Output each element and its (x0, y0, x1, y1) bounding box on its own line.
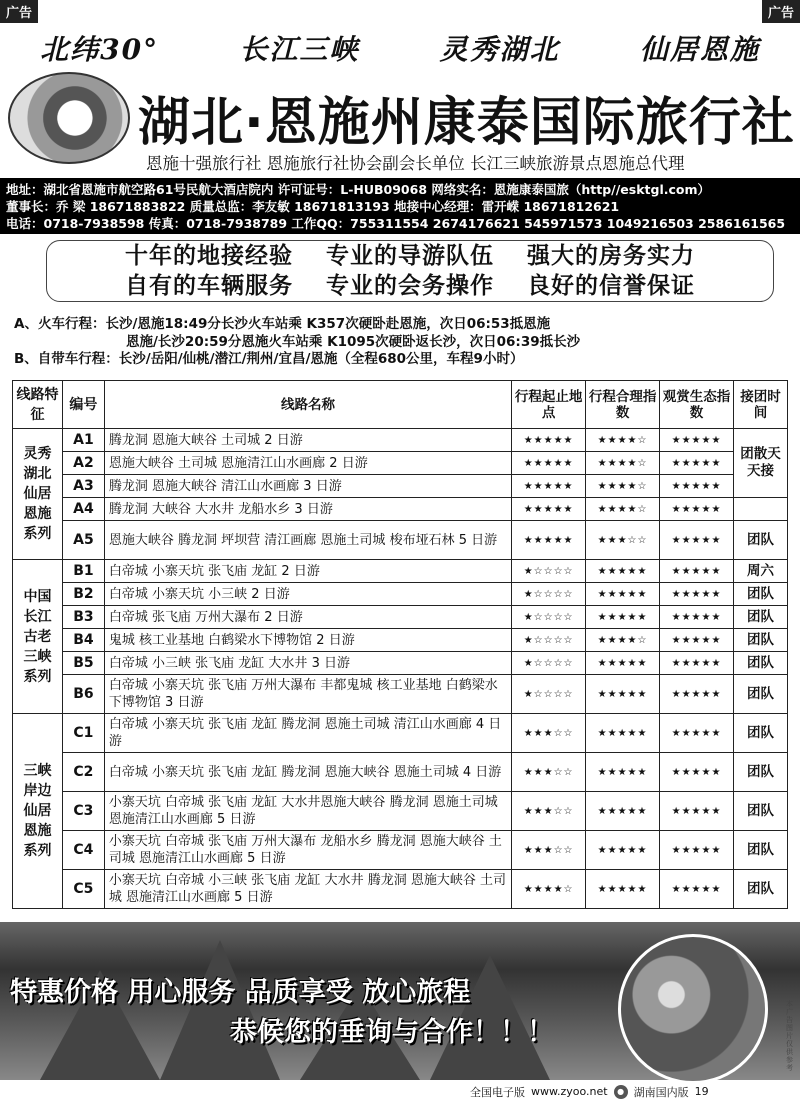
table-row (13, 831, 788, 870)
rating-endpoints: ★★★★★ (512, 429, 586, 452)
feature-item: 专业的导游队伍 (326, 243, 494, 269)
header-r1: 行程起止地点 (512, 381, 586, 429)
route-code: A1 (62, 429, 104, 452)
rating-endpoints: ★★★★★ (512, 521, 586, 560)
rating-scenery: ★★★★★ (660, 753, 734, 792)
rating-scenery: ★★★★★ (660, 583, 734, 606)
rating-scenery: ★★★★★ (660, 714, 734, 753)
rating-itinerary: ★★★★★ (586, 606, 660, 629)
train-route-return: 恩施/长沙20:59分恩施火车站乘 K1095次硬卧返长沙，次日06:39抵长沙 (126, 333, 581, 350)
group-time: 团散天天接 (734, 429, 788, 498)
header-time: 接团时间 (734, 381, 788, 429)
agency-logo (8, 72, 130, 164)
self-drive-route: B、自带车行程：长沙/岳阳/仙桃/潜江/荆州/宜昌/恩施（全程680公里，车程9小时） (14, 351, 524, 367)
series-label: 灵秀湖北仙居恩施系列 (13, 429, 63, 560)
header-r3: 观赏生态指数 (660, 381, 734, 429)
series-label: 三峡岸边仙居恩施系列 (13, 714, 63, 909)
rating-endpoints: ★★★★★ (512, 475, 586, 498)
rating-itinerary: ★★★★☆ (586, 498, 660, 521)
group-time: 团队 (734, 629, 788, 652)
rating-scenery: ★★★★★ (660, 792, 734, 831)
table-row (13, 629, 788, 652)
rating-scenery: ★★★★★ (660, 675, 734, 714)
rating-endpoints: ★★★☆☆ (512, 792, 586, 831)
promo-slogan: 特惠价格 用心服务 品质享受 放心旅程 (10, 977, 471, 1008)
route-name: 小寨天坑 白帝城 小三峡 张飞庙 龙缸 大水井 腾龙洞 恩施大峡谷 土司城 恩施清江山水画廊 5 日游 (104, 870, 511, 909)
group-time: 团队 (734, 831, 788, 870)
table-row (13, 870, 788, 909)
table-row (13, 560, 788, 583)
feature-item: 强大的房务实力 (527, 243, 696, 269)
route-code: B2 (62, 583, 104, 606)
contact-line-address: 地址：湖北省恩施市航空路61号民航大酒店院内 许可证号：L-HUB09068 网络实名：恩施康泰国旅（http//esktgl.com） (6, 182, 711, 197)
route-name: 白帝城 小寨天坑 小三峡 2 日游 (104, 583, 511, 606)
table-header-row (13, 381, 788, 429)
route-code: C5 (62, 870, 104, 909)
table-row (13, 583, 788, 606)
slogan-item: 长江三峡 (239, 33, 360, 66)
group-time: 团队 (734, 792, 788, 831)
route-name: 白帝城 小寨天坑 张飞庙 龙缸 腾龙洞 恩施大峡谷 恩施土司城 4 日游 (104, 753, 511, 792)
route-name: 白帝城 小寨天坑 张飞庙 龙缸 2 日游 (104, 560, 511, 583)
table-row (13, 475, 788, 498)
feature-item: 专业的会务操作 (326, 273, 494, 299)
route-code: B5 (62, 652, 104, 675)
features-box (46, 240, 774, 302)
rating-itinerary: ★★★★☆ (586, 429, 660, 452)
rating-itinerary: ★★★★★ (586, 583, 660, 606)
route-code: C2 (62, 753, 104, 792)
rating-endpoints: ★★★☆☆ (512, 831, 586, 870)
group-time: 团队 (734, 870, 788, 909)
route-code: B4 (62, 629, 104, 652)
route-name: 白帝城 小寨天坑 张飞庙 龙缸 腾龙洞 恩施土司城 清江山水画廊 4 日游 (104, 714, 511, 753)
rating-endpoints: ★☆☆☆☆ (512, 583, 586, 606)
header-name: 线路名称 (104, 381, 511, 429)
table-row (13, 714, 788, 753)
header-code: 编号 (62, 381, 104, 429)
page-footer (470, 1083, 800, 1100)
route-name: 鬼城 核工业基地 白鹤梁水下博物馆 2 日游 (104, 629, 511, 652)
agency-name: 湖北·恩施州康泰国际旅行社 (138, 93, 795, 153)
route-name: 小寨天坑 白帝城 张飞庙 万州大瀑布 龙船水乡 腾龙洞 恩施大峡谷 土司城 恩施清江山水画廊 5 日游 (104, 831, 511, 870)
footer-page-number: 19 (694, 1085, 709, 1098)
publisher-logo-icon: ● (614, 1085, 628, 1099)
rating-itinerary: ★★★★★ (586, 831, 660, 870)
route-code: B3 (62, 606, 104, 629)
group-time: 团队 (734, 521, 788, 560)
ad-label-left: 广告 (0, 0, 38, 23)
features-row (47, 241, 773, 271)
rating-endpoints: ★☆☆☆☆ (512, 629, 586, 652)
group-time (734, 498, 788, 521)
route-code: C1 (62, 714, 104, 753)
rating-itinerary: ★★★★★ (586, 560, 660, 583)
slogan-item: 北纬30° (40, 33, 160, 66)
rating-endpoints: ★★★★★ (512, 498, 586, 521)
agency-subtitle: 恩施十强旅行社 恩施旅行社协会副会长单位 长江三峡旅游景点恩施总代理 (146, 154, 685, 173)
table-row (13, 753, 788, 792)
route-name: 腾龙洞 恩施大峡谷 清江山水画廊 3 日游 (104, 475, 511, 498)
table-row (13, 521, 788, 560)
footer-site[interactable]: www.zyoo.net (531, 1085, 608, 1098)
rating-endpoints: ★☆☆☆☆ (512, 560, 586, 583)
table-row (13, 429, 788, 452)
header-r2: 行程合理指数 (586, 381, 660, 429)
group-time: 团队 (734, 675, 788, 714)
contact-line-phone: 电话：0718-7938598 传真：0718-7938789 工作QQ：755311554 2674176621 545971573 1049216503 2586161565 (6, 216, 786, 231)
route-code: B1 (62, 560, 104, 583)
route-name: 腾龙洞 恩施大峡谷 土司城 2 日游 (104, 429, 511, 452)
table-row (13, 606, 788, 629)
slogan-item: 灵秀湖北 (439, 33, 560, 66)
table-row (13, 452, 788, 475)
table-row (13, 652, 788, 675)
ad-label-right: 广告 (762, 0, 800, 23)
promo-invitation: 恭候您的垂询与合作！！！ (230, 1017, 554, 1048)
route-table (12, 380, 788, 909)
contact-info (0, 178, 800, 234)
feature-item: 良好的信誉保证 (527, 273, 696, 299)
route-name: 白帝城 小寨天坑 张飞庙 万州大瀑布 丰都鬼城 核工业基地 白鹤梁水下博物馆 3 日游 (104, 675, 511, 714)
route-name: 腾龙洞 大峡谷 大水井 龙船水乡 3 日游 (104, 498, 511, 521)
footer-edition-label: 全国电子版 (470, 1085, 525, 1099)
route-code: A5 (62, 521, 104, 560)
rating-scenery: ★★★★★ (660, 521, 734, 560)
contact-line-people: 董事长：乔 梁 18671883822 质量总监：李友敏 18671813193 地接中心经理：雷开嵘 18671812621 (6, 199, 620, 214)
photo-disclaimer: 本广告图片仅供参考 (786, 1000, 793, 1072)
group-time: 周六 (734, 560, 788, 583)
rating-itinerary: ★★★★★ (586, 714, 660, 753)
rating-scenery: ★★★★★ (660, 498, 734, 521)
rating-itinerary: ★★★★★ (586, 792, 660, 831)
rating-itinerary: ★★★★★ (586, 753, 660, 792)
rating-scenery: ★★★★★ (660, 452, 734, 475)
features-row (47, 271, 773, 301)
slogan-item: 仙居恩施 (639, 33, 760, 66)
rating-endpoints: ★☆☆☆☆ (512, 606, 586, 629)
rating-endpoints: ★★★☆☆ (512, 753, 586, 792)
rating-itinerary: ★★★★☆ (586, 452, 660, 475)
rating-endpoints: ★★★★☆ (512, 870, 586, 909)
group-time: 团队 (734, 714, 788, 753)
rating-endpoints: ★☆☆☆☆ (512, 652, 586, 675)
rating-itinerary: ★★★☆☆ (586, 521, 660, 560)
route-code: C3 (62, 792, 104, 831)
rating-scenery: ★★★★★ (660, 429, 734, 452)
rating-scenery: ★★★★★ (660, 606, 734, 629)
group-time: 团队 (734, 652, 788, 675)
group-time: 团队 (734, 606, 788, 629)
rating-endpoints: ★★★★★ (512, 452, 586, 475)
series-label: 中国长江古老三峡系列 (13, 560, 63, 714)
slogan-bar (0, 26, 800, 70)
route-code: B6 (62, 675, 104, 714)
rating-scenery: ★★★★★ (660, 629, 734, 652)
rating-itinerary: ★★★★★ (586, 870, 660, 909)
route-name: 小寨天坑 白帝城 张飞庙 龙缸 大水井恩施大峡谷 腾龙洞 恩施土司城 恩施清江山水画廊 5 日游 (104, 792, 511, 831)
tujia-girls-photo (618, 934, 768, 1084)
rating-itinerary: ★★★★★ (586, 675, 660, 714)
train-route-outbound: A、火车行程：长沙/恩施18:49分长沙火车站乘 K357次硬卧赴恩施，次日06:53抵恩施 (14, 316, 551, 332)
rating-endpoints: ★☆☆☆☆ (512, 675, 586, 714)
route-code: A3 (62, 475, 104, 498)
route-name: 恩施大峡谷 腾龙洞 坪坝营 清江画廊 恩施土司城 梭布垭石林 5 日游 (104, 521, 511, 560)
route-name: 恩施大峡谷 土司城 恩施清江山水画廊 2 日游 (104, 452, 511, 475)
rating-itinerary: ★★★★☆ (586, 629, 660, 652)
rating-scenery: ★★★★★ (660, 475, 734, 498)
rating-itinerary: ★★★★★ (586, 652, 660, 675)
rating-scenery: ★★★★★ (660, 831, 734, 870)
route-name: 白帝城 小三峡 张飞庙 龙缸 大水井 3 日游 (104, 652, 511, 675)
table-row (13, 675, 788, 714)
table-row (13, 792, 788, 831)
group-time: 团队 (734, 753, 788, 792)
rating-scenery: ★★★★★ (660, 652, 734, 675)
feature-item: 十年的地接经验 (124, 243, 293, 269)
route-code: C4 (62, 831, 104, 870)
rating-scenery: ★★★★★ (660, 560, 734, 583)
rating-endpoints: ★★★☆☆ (512, 714, 586, 753)
route-code: A4 (62, 498, 104, 521)
group-time: 团队 (734, 583, 788, 606)
footer-region: 湖南国内版 (633, 1085, 689, 1099)
route-name: 白帝城 张飞庙 万州大瀑布 2 日游 (104, 606, 511, 629)
feature-item: 自有的车辆服务 (124, 273, 293, 299)
rating-scenery: ★★★★★ (660, 870, 734, 909)
rating-itinerary: ★★★★☆ (586, 475, 660, 498)
route-code: A2 (62, 452, 104, 475)
table-row (13, 498, 788, 521)
header-series: 线路特征 (13, 381, 63, 429)
transport-routes (14, 316, 794, 369)
